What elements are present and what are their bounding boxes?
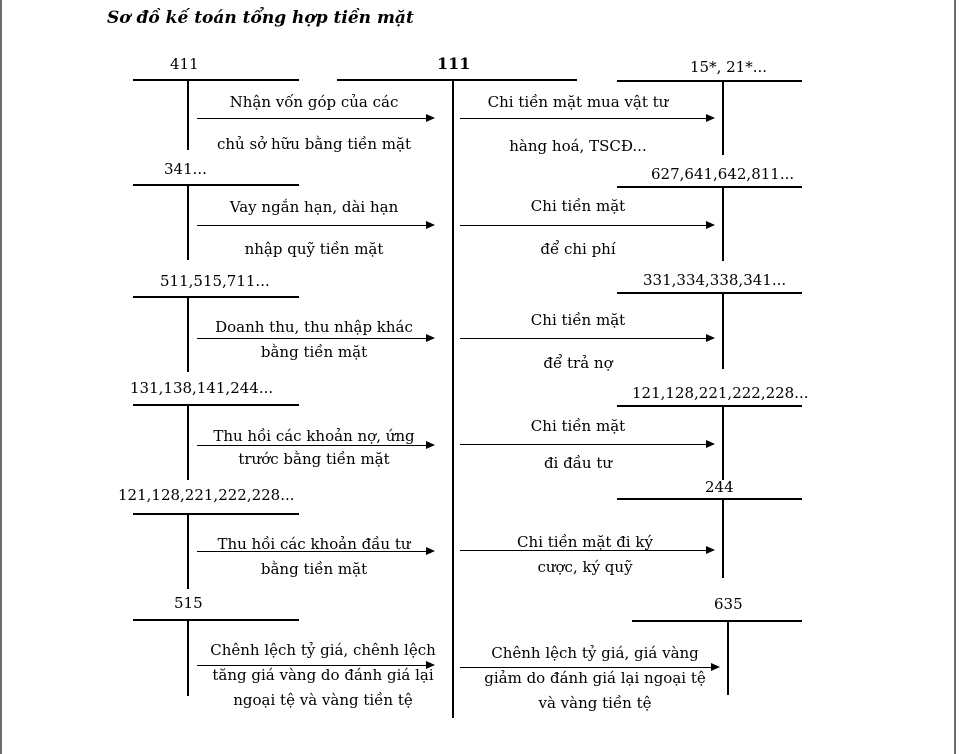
left-entry-line1: Doanh thu, thu nhập khác <box>215 318 413 336</box>
account-111-label: 111 <box>437 54 471 73</box>
right-entry-line2: để chi phí <box>540 240 616 258</box>
left-t-stem <box>187 297 189 372</box>
right-entry-arrow <box>460 667 718 668</box>
right-entry-line1: Chi tiền mặt mua vật tư <box>487 93 669 111</box>
left-entry-arrow <box>197 225 433 226</box>
right-account-label: 121,128,221,222,228... <box>632 384 809 402</box>
left-t-bar <box>133 184 299 186</box>
right-account-label: 15*, 21*... <box>690 58 768 76</box>
right-account-label: 635 <box>714 595 743 613</box>
left-entry-line3: ngoại tệ và vàng tiền tệ <box>233 691 413 709</box>
left-entry-line1: Nhận vốn góp của các <box>229 93 399 111</box>
left-entry-line1: Thu hồi các khoản nợ, ứng <box>213 427 415 445</box>
left-entry-arrow <box>197 445 433 446</box>
right-t-bar <box>617 186 802 188</box>
right-t-bar <box>617 405 802 407</box>
right-t-bar <box>617 498 802 500</box>
right-account-label: 244 <box>705 478 734 496</box>
page-edge-right <box>954 0 956 754</box>
right-t-stem <box>722 406 724 480</box>
left-t-bar <box>133 296 299 298</box>
left-entry-line2: tăng giá vàng do đánh giá lại <box>212 666 434 684</box>
left-account-label: 121,128,221,222,228... <box>118 486 295 504</box>
right-entry-arrow <box>460 118 713 119</box>
right-t-stem <box>722 499 724 578</box>
left-account-label: 341... <box>164 160 207 178</box>
right-t-bar <box>632 620 802 622</box>
right-entry-line2: để trả nợ <box>543 354 613 372</box>
left-entry-arrow <box>197 118 433 119</box>
account-111-t-stem <box>452 80 454 718</box>
right-entry-arrow <box>460 225 713 226</box>
left-t-bar <box>133 619 299 621</box>
left-entry-line1: Thu hồi các khoản đầu tư <box>217 535 411 553</box>
right-entry-line1: Chi tiền mặt <box>530 417 626 435</box>
left-entry-line2: bằng tiền mặt <box>260 560 368 578</box>
page-edge-left <box>0 0 2 754</box>
right-account-label: 627,641,642,811... <box>651 165 795 183</box>
left-entry-line2: chủ sở hữu bằng tiền mặt <box>217 135 411 153</box>
left-account-label: 515 <box>174 594 203 612</box>
left-t-stem <box>187 620 189 696</box>
left-account-label: 131,138,141,244... <box>130 379 274 397</box>
left-entry-line2: nhập quỹ tiền mặt <box>244 240 384 258</box>
diagram-title: Sơ đồ kế toán tổng hợp tiền mặt <box>107 8 414 28</box>
left-t-stem <box>187 514 189 589</box>
right-entry-arrow <box>460 550 713 551</box>
right-account-label: 331,334,338,341... <box>643 271 787 289</box>
left-t-bar <box>133 79 299 81</box>
left-t-stem <box>187 80 189 150</box>
right-entry-line2: đi đầu tư <box>543 454 613 472</box>
right-t-stem <box>727 621 729 695</box>
left-t-bar <box>133 404 299 406</box>
left-entry-line2: trước bằng tiền mặt <box>238 450 390 468</box>
right-entry-line1: Chi tiền mặt đi ký <box>517 533 653 551</box>
right-t-stem <box>722 81 724 155</box>
right-t-bar <box>617 292 802 294</box>
right-entry-line1: Chi tiền mặt <box>530 311 626 329</box>
right-entry-line2: giảm do đánh giá lại ngoại tệ <box>484 669 706 687</box>
right-entry-line2: hàng hoá, TSCĐ... <box>509 137 647 155</box>
left-t-stem <box>187 405 189 480</box>
left-account-label: 511,515,711... <box>160 272 270 290</box>
right-entry-line1: Chi tiền mặt <box>530 197 626 215</box>
account-111-t-bar <box>337 79 577 81</box>
right-entry-arrow <box>460 444 713 445</box>
right-entry-line1: Chênh lệch tỷ giá, giá vàng <box>491 644 699 662</box>
right-entry-arrow <box>460 338 713 339</box>
left-account-label: 411 <box>170 55 199 73</box>
right-t-bar <box>617 80 802 82</box>
left-t-bar <box>133 513 299 515</box>
left-entry-line2: bằng tiền mặt <box>260 343 368 361</box>
right-t-stem <box>722 293 724 369</box>
left-entry-line1: Vay ngắn hạn, dài hạn <box>229 198 399 216</box>
right-entry-line3: và vàng tiền tệ <box>538 694 652 712</box>
left-entry-arrow <box>197 338 433 339</box>
right-entry-line2: cược, ký quỹ <box>537 558 633 576</box>
left-entry-arrow <box>197 551 433 552</box>
left-entry-line1: Chênh lệch tỷ giá, chênh lệch <box>210 641 436 659</box>
left-t-stem <box>187 185 189 260</box>
right-t-stem <box>722 187 724 261</box>
